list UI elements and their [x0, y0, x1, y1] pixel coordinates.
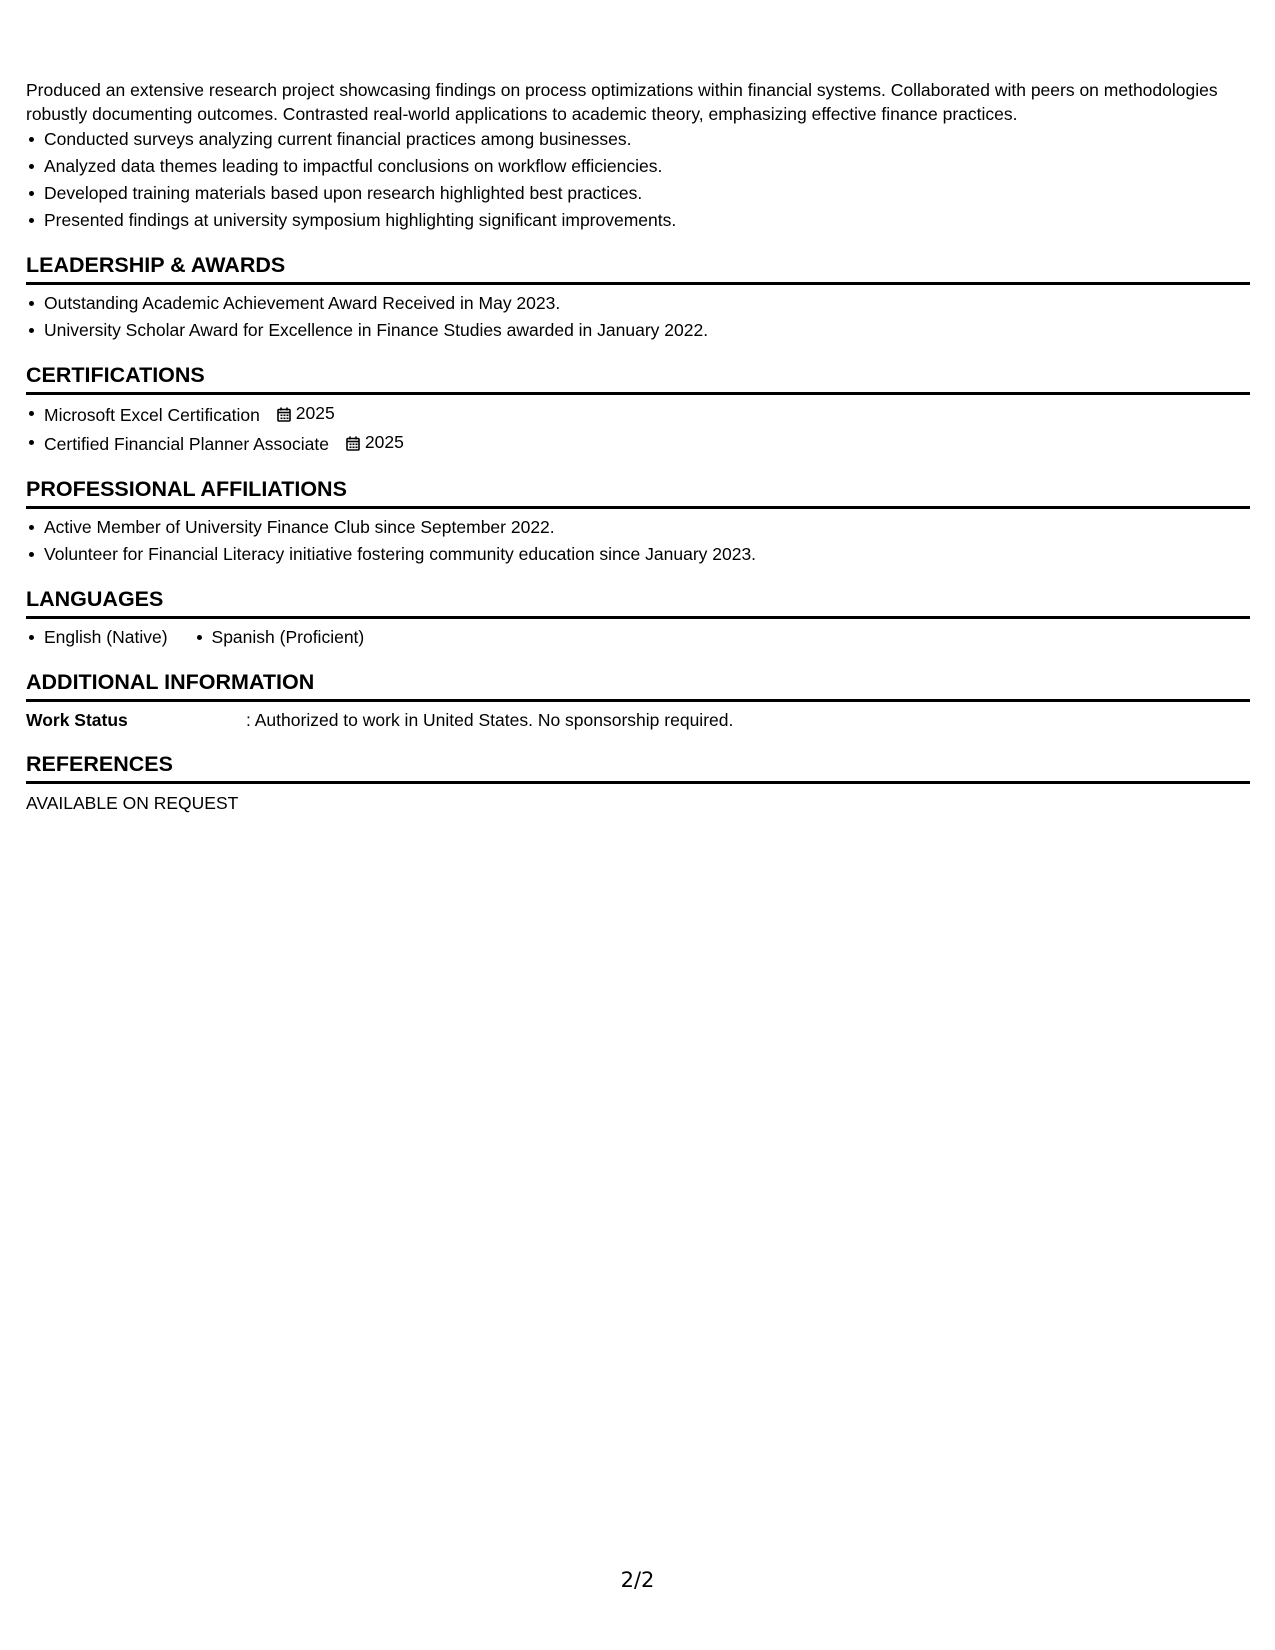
languages-list	[26, 624, 1250, 651]
certification-year: 2025	[364, 432, 404, 452]
section-heading-leadership: LEADERSHIP & AWARDS	[26, 234, 1250, 285]
section-heading-affiliations: PROFESSIONAL AFFILIATIONS	[26, 458, 1250, 509]
work-status-label: Work Status	[26, 710, 128, 730]
resume-page	[26, 78, 1250, 817]
list-item: Analyzed data themes leading to impactful conclusions on workflow efficiencies.	[44, 153, 1250, 180]
list-item	[44, 400, 1250, 429]
section-heading-languages: LANGUAGES	[26, 568, 1250, 619]
project-bullet-list	[26, 126, 1250, 234]
certifications-list	[26, 400, 1250, 458]
certification-name: Microsoft Excel Certification	[44, 405, 260, 425]
work-status-row	[26, 707, 1250, 733]
certification-name: Certified Financial Planner Associate	[44, 434, 330, 454]
list-item: Active Member of University Finance Club since September 2022.	[44, 514, 1250, 541]
section-heading-certifications: CERTIFICATIONS	[26, 344, 1250, 395]
calendar-icon	[277, 407, 291, 422]
list-item	[44, 429, 1250, 458]
certification-date	[346, 429, 404, 456]
section-heading-additional-information: ADDITIONAL INFORMATION	[26, 651, 1250, 702]
language-item: Spanish (Proficient)	[212, 624, 365, 651]
list-item: Developed training materials based upon research highlighted best practices.	[44, 180, 1250, 207]
affiliations-list	[26, 514, 1250, 568]
page-number: 2/2	[620, 1568, 655, 1592]
work-status-value: : Authorized to work in United States. No sponsorship required.	[246, 710, 734, 730]
language-item: English (Native)	[44, 624, 168, 651]
certification-year: 2025	[295, 403, 335, 423]
calendar-icon	[346, 436, 360, 451]
list-item: Conducted surveys analyzing current financial practices among businesses.	[44, 126, 1250, 153]
certification-date	[277, 400, 335, 427]
leadership-list	[26, 290, 1250, 344]
list-item: Presented findings at university symposium highlighting significant improvements.	[44, 207, 1250, 234]
section-heading-references: REFERENCES	[26, 733, 1250, 784]
references-text: AVAILABLE ON REQUEST	[26, 793, 239, 813]
list-item: Volunteer for Financial Literacy initiative fostering community education since January 2023.	[44, 541, 1250, 568]
list-item: University Scholar Award for Excellence in Finance Studies awarded in January 2022.	[44, 317, 1250, 344]
project-description: Produced an extensive research project showcasing findings on process optimizations within financial systems. Collaborated with peers on methodologies robustly documenting outcomes. Contrasted real-world applications to academic theory, emphasizing effective finance practices.	[26, 80, 1218, 124]
list-item: Outstanding Academic Achievement Award Received in May 2023.	[44, 290, 1250, 317]
